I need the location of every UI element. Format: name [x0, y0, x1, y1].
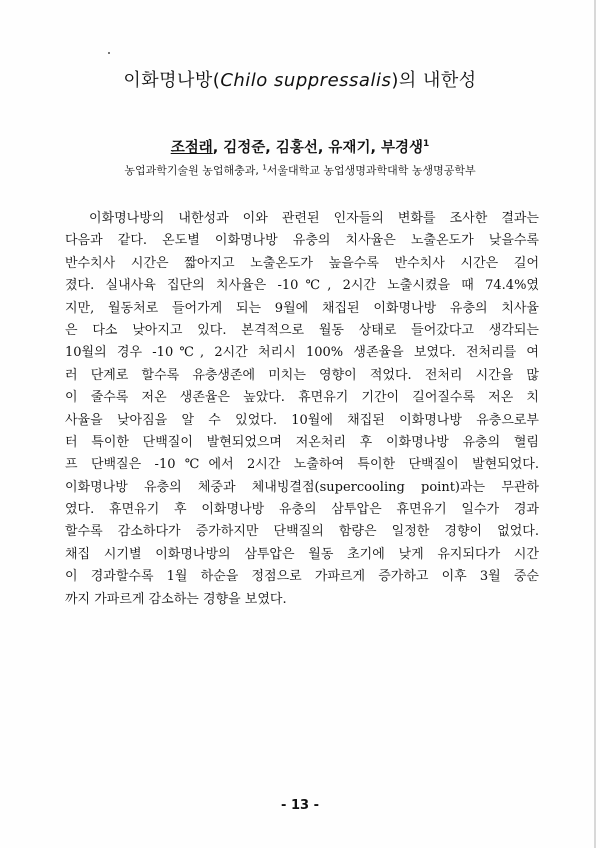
abstract-line: 10월의 경우 -10℃, 2시간 처리시 100% 생존율을 보였다. 전처리를 여 — [65, 345, 539, 361]
abstract-line: 다음과 같다. 온도별 이화명나방 유충의 치사율은 노출온도가 낮을수록 — [65, 233, 539, 249]
abstract-line: 러 단계로 할수록 유충생존에 미치는 영향이 적었다. 전처리 시간을 많 — [65, 367, 539, 383]
title-scientific-name: Chilo suppressalis — [220, 70, 392, 91]
abstract-line: 지만, 월동처로 들어가게 되는 9월에 채집된 이화명나방 유충의 치사율 — [65, 300, 539, 316]
author-list — [0, 136, 600, 157]
affiliations — [0, 162, 600, 178]
title-suffix: )의 내한성 — [391, 70, 477, 91]
scan-speck — [108, 52, 110, 54]
abstract-line: 였다. 휴면유기 후 이화명나방 유충의 삼투압은 휴면유기 일수가 경과 — [65, 502, 539, 518]
affiliation-mark: 1 — [262, 163, 267, 172]
abstract-line: 프 단백질은 -10℃에서 2시간 노출하여 특이한 단백질이 발현되었다. — [65, 457, 539, 473]
abstract-line: 사율을 낮아짐을 알 수 있었다. 10월에 채집된 이화명나방 유충으로부 — [65, 412, 539, 428]
abstract-line: 이 경과할수록 1월 하순을 정점으로 가파르게 증가하고 이후 3월 중순 — [65, 569, 539, 585]
author-affiliation-mark: 1 — [423, 139, 430, 150]
abstract-body — [65, 208, 539, 611]
other-authors: , 김정준, 김홍선, 유재기, 부경생 — [212, 140, 424, 156]
first-author: 조점래 — [170, 140, 213, 156]
abstract-line: 터 특이한 단백질이 발현되었으며 저온처리 후 이화명나방 유충의 혈림 — [65, 434, 539, 450]
abstract-line: 은 다소 낮아지고 있다. 본격적으로 월동 상태로 들어갔다고 생각되는 — [65, 322, 539, 338]
abstract-line: 반수치사 시간은 짧아지고 노출온도가 높을수록 반수치사 시간은 길어 — [65, 255, 539, 271]
affiliation-1: 농업과학기술원 농업해충과, — [124, 164, 263, 177]
title-prefix: 이화명나방( — [123, 70, 221, 91]
abstract-line: 이 줄수록 저온 생존율은 높았다. 휴면유기 기간이 길어질수록 저온 치 — [65, 390, 539, 406]
abstract-line: 이화명나방의 내한성과 이와 관련된 인자들의 변화를 조사한 결과는 — [89, 211, 539, 226]
abstract-line: 까지 가파르게 감소하는 경향을 보였다. — [65, 591, 287, 607]
paper-title — [0, 66, 600, 92]
abstract-line: 졌다. 실내사육 집단의 치사율은 -10℃, 2시간 노출시켰을 때 74.4%였 — [65, 278, 539, 294]
affiliation-2: 서울대학교 농업생명과학대학 농생명공학부 — [266, 164, 476, 177]
abstract-line: 채집 시기별 이화명나방의 삼투압은 월동 초기에 낮게 유지되다가 시간 — [65, 546, 539, 562]
scan-edge-line — [594, 0, 596, 848]
abstract-line: 할수록 감소하다가 증가하지만 단백질의 함량은 일정한 경향이 없었다. — [65, 524, 539, 540]
abstract-line: 이화명나방 유충의 체중과 체내빙결점(supercooling point)과는 무관하 — [65, 479, 539, 495]
page-number: - 13 - — [281, 798, 319, 813]
